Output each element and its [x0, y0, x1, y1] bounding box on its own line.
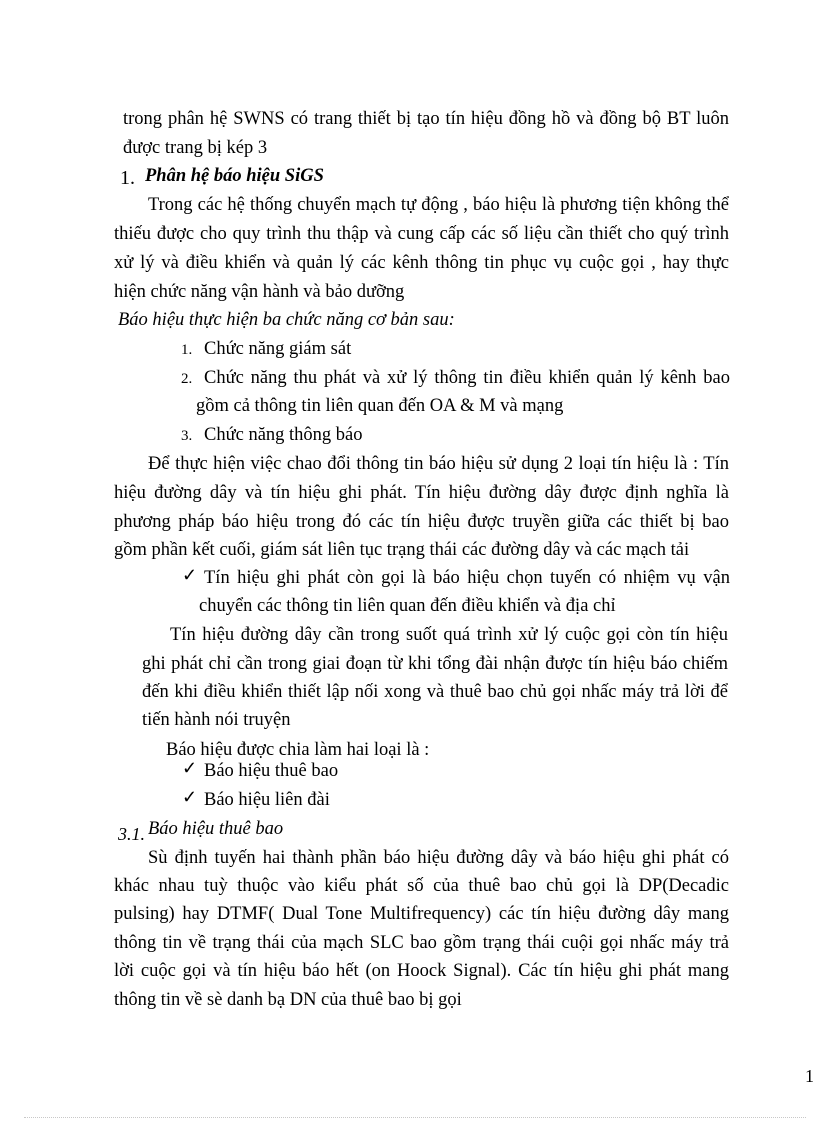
- intro-line-1: trong phân hệ SWNS có trang thiết bị tạo tín hiệu đồng hồ và đồng bộ BT luôn: [123, 109, 729, 129]
- type-item-2: Báo hiệu liên đài: [204, 790, 330, 810]
- para4-line-4: thông tin về trạng thái của mạch SLC bao gồm trạng thái cuội gọi nhấc máy trả: [114, 933, 729, 953]
- function-2-text-line-2: gồm cả thông tin liên quan đến OA & M và mạng: [196, 396, 564, 416]
- para4-line-3: pulsing) hay DTMF( Dual Tone Multifrequency) các tín hiệu đường dây mang: [114, 904, 729, 924]
- check-icon: ✓: [182, 787, 198, 807]
- para4-line-1: Sù định tuyến hai thành phần báo hiệu đường dây và báo hiệu ghi phát có: [148, 848, 729, 868]
- function-3-text: Chức năng thông báo: [204, 425, 363, 445]
- function-3-number: 3.: [181, 428, 193, 444]
- intro-line-2: được trang bị kép 3: [123, 138, 268, 158]
- para4-line-2: khác nhau tuỳ thuộc vào kiểu phát số của thuê bao chủ gọi là DP(Decadic: [114, 876, 729, 896]
- para2-line-4: gồm phần kết cuối, giám sát liên tục trạng thái các đường dây và các mạch tải: [114, 540, 690, 560]
- para3-line-2: ghi phát chỉ cần trong giai đoạn từ khi tổng đài nhận được tín hiệu báo chiếm: [142, 654, 728, 674]
- check-icon: ✓: [182, 565, 198, 585]
- function-1-number: 1.: [181, 342, 193, 358]
- functions-intro: Báo hiệu thực hiện ba chức năng cơ bản sau:: [118, 310, 455, 330]
- check-item-line-2: chuyển các thông tin liên quan đến điều khiển và địa chỉ: [199, 596, 616, 616]
- para1-line-4: hiện chức năng vận hành và bảo dưỡng: [114, 282, 405, 302]
- para1-line-1: Trong các hệ thống chuyển mạch tự động , báo hiệu là phương tiện không thể: [148, 195, 729, 215]
- check-icon: ✓: [182, 758, 198, 778]
- para2-line-1: Để thực hiện việc chao đổi thông tin báo hiệu sử dụng 2 loại tín hiệu là : Tín: [148, 454, 729, 474]
- footer-divider: [24, 1117, 806, 1118]
- section-3-1-title: Báo hiệu thuê bao: [148, 819, 284, 839]
- section-1-number: 1.: [120, 167, 135, 189]
- para4-line-5: lời cuộc gọi và tín hiệu báo hết (on Hoock Signal). Các tín hiệu ghi phát mang: [114, 961, 729, 981]
- page-number: 1: [805, 1066, 814, 1086]
- check-item-line-1: Tín hiệu ghi phát còn gọi là báo hiệu chọn tuyến có nhiệm vụ vận: [204, 568, 730, 588]
- para3-line-4: tiến hành nói truyện: [142, 710, 291, 730]
- para2-line-2: hiệu đường dây và tín hiệu ghi phát. Tín hiệu đường dây được định nghĩa là: [114, 483, 729, 503]
- function-1-text: Chức năng giám sát: [204, 339, 352, 359]
- section-3-1-number: 3.1.: [118, 824, 145, 844]
- para2-line-3: phương pháp báo hiệu trong đó các tín hiệu được truyền giữa các thiết bị bao: [114, 512, 729, 532]
- para4-line-6: thông tin về sè danh bạ DN của thuê bao bị gọi: [114, 990, 462, 1010]
- type-item-1: Báo hiệu thuê bao: [204, 761, 339, 781]
- para3-line-3: đến khi điều khiển thiết lập nối xong và thuê bao chủ gọi nhấc máy trả lời để: [142, 682, 728, 702]
- section-1-title: Phân hệ báo hiệu SiGS: [145, 166, 324, 186]
- para1-line-2: thiếu được cho quy trình thu thập và cung cấp các số liệu cần thiết cho quý trình: [114, 224, 729, 244]
- function-2-number: 2.: [181, 371, 193, 387]
- para3-line-1: Tín hiệu đường dây cần trong suốt quá trình xử lý cuộc gọi còn tín hiệu: [170, 625, 728, 645]
- para1-line-3: xử lý và điều khiển và quản lý các kênh thông tin phục vụ cuộc gọi , hay thực: [114, 253, 729, 273]
- function-2-text-line-1: Chức năng thu phát và xử lý thông tin điều khiển quản lý kênh bao: [204, 368, 730, 388]
- types-intro: Báo hiệu được chia làm hai loại là :: [166, 740, 430, 760]
